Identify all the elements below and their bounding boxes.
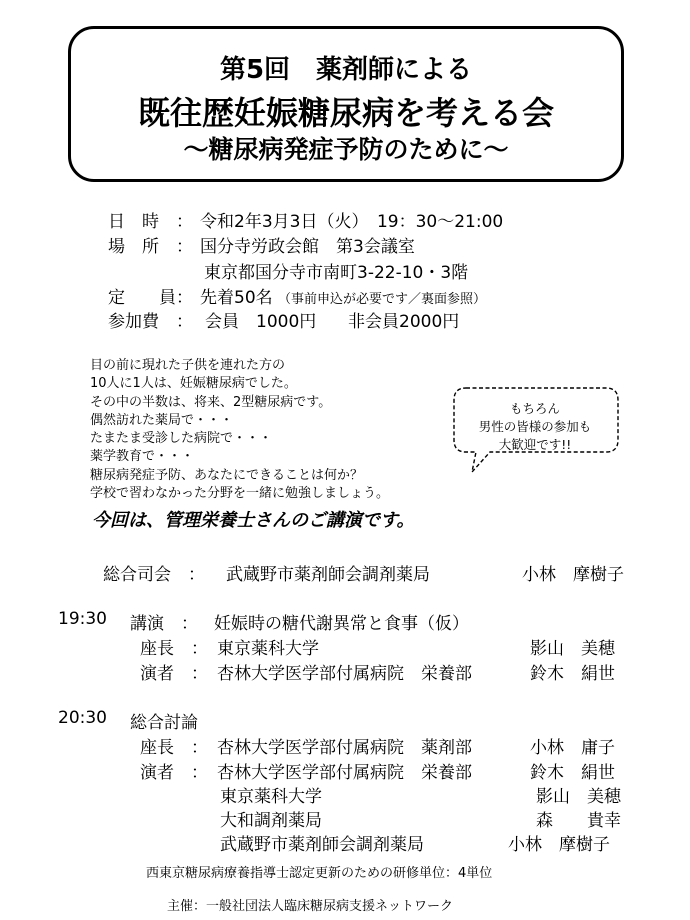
capacity-label: 定 員：	[108, 288, 193, 308]
lecture-chair-label: 座長 ：	[140, 639, 208, 659]
lecture-time: 19:30	[58, 609, 107, 629]
discussion-speaker-name: 小林 摩樹子	[508, 835, 610, 855]
intro-line: たまたま受診した病院で・・・	[90, 431, 273, 447]
event-subtitle: ～糖尿病発症予防のために～	[183, 135, 509, 164]
event-title-line2: 既往歴妊娠糖尿病を考える会	[137, 94, 554, 132]
capacity-note: （事前申込が必要です／裏面参照）	[278, 292, 487, 307]
intro-line: 10人に1人は、妊娠糖尿病でした。	[90, 376, 297, 392]
lecture-chair-name: 影山 美穂	[530, 639, 615, 659]
discussion-speaker-org: 武蔵野市薬剤師会調剤薬局	[220, 835, 424, 855]
discussion-speaker-name: 鈴木 絹世	[530, 763, 615, 783]
lecture-emphasis: 今回は、管理栄養士さんのご講演です。	[92, 510, 415, 531]
place-value: 国分寺労政会館 第3会議室	[200, 237, 415, 257]
lecture-label: 講演 ：	[130, 614, 198, 634]
lecture-chair-org: 東京薬科大学	[217, 639, 319, 659]
moderator-label: 総合司会 ：	[103, 565, 205, 585]
date-label: 日 時 ：	[108, 212, 193, 232]
intro-paragraph	[90, 357, 389, 503]
date-value: 令和2年3月3日（火） 19：30～21:00	[200, 212, 504, 232]
place-label: 場 所 ：	[108, 237, 193, 257]
speech-bubble-text	[455, 400, 615, 454]
discussion-chair-label: 座長 ：	[140, 738, 208, 758]
title-box	[68, 26, 624, 182]
bubble-line: 男性の皆様の参加も	[478, 419, 592, 434]
intro-line: その中の半数は、将来、2型糖尿病です。	[90, 394, 332, 410]
moderator-org: 武蔵野市薬剤師会調剤薬局	[226, 565, 430, 585]
lecture-speaker-name: 鈴木 絹世	[530, 664, 615, 684]
discussion-label: 総合討論	[130, 713, 198, 733]
discussion-speaker-org: 杏林大学医学部付属病院 栄養部	[217, 763, 472, 783]
place-address: 東京都国分寺市南町3-22-10・3階	[204, 263, 469, 283]
lecture-speaker-org: 杏林大学医学部付属病院 栄養部	[217, 664, 472, 684]
fee-nonmember: 非会員2000円	[348, 312, 460, 332]
intro-line: 薬学教育で・・・	[90, 449, 195, 465]
intro-line: 糖尿病発症予防、あなたにできることは何か？	[90, 467, 364, 483]
discussion-speaker-label: 演者 ：	[140, 763, 208, 783]
intro-line: 目の前に現れた子供を連れた方の	[90, 358, 286, 373]
intro-line: 偶然訪れた薬局で・・・	[90, 412, 234, 428]
capacity-value: 先着50名	[200, 288, 273, 308]
capacity-line	[200, 283, 486, 308]
intro-line: 学校で習わなかった分野を一緒に勉強しましょう。	[90, 486, 390, 502]
host-organization: 主催：一般社団法人臨床糖尿病支援ネットワーク	[167, 899, 454, 914]
training-credit: 西東京糖尿病療養指導士認定更新のための研修単位：4単位	[146, 866, 493, 881]
fee-member: 会員 1000円	[205, 312, 317, 332]
discussion-chair-name: 小林 庸子	[530, 738, 615, 758]
bubble-line: 大歓迎です!!	[498, 437, 572, 452]
discussion-time: 20:30	[58, 708, 107, 728]
discussion-speaker-name: 森 貴幸	[536, 811, 621, 831]
discussion-speaker-org: 東京薬科大学	[220, 787, 322, 807]
lecture-speaker-label: 演者 ：	[140, 664, 208, 684]
discussion-speaker-org: 大和調剤薬局	[220, 811, 322, 831]
moderator-name: 小林 摩樹子	[522, 565, 624, 585]
fee-label: 参加費 ：	[108, 312, 193, 332]
discussion-chair-org: 杏林大学医学部付属病院 薬剤部	[217, 738, 472, 758]
bubble-line: もちろん	[509, 401, 560, 416]
lecture-title: 妊娠時の糖代謝異常と食事（仮）	[214, 614, 469, 634]
discussion-speaker-name: 影山 美穂	[536, 787, 621, 807]
event-title-line1: 第5回 薬剤師による	[219, 55, 473, 85]
